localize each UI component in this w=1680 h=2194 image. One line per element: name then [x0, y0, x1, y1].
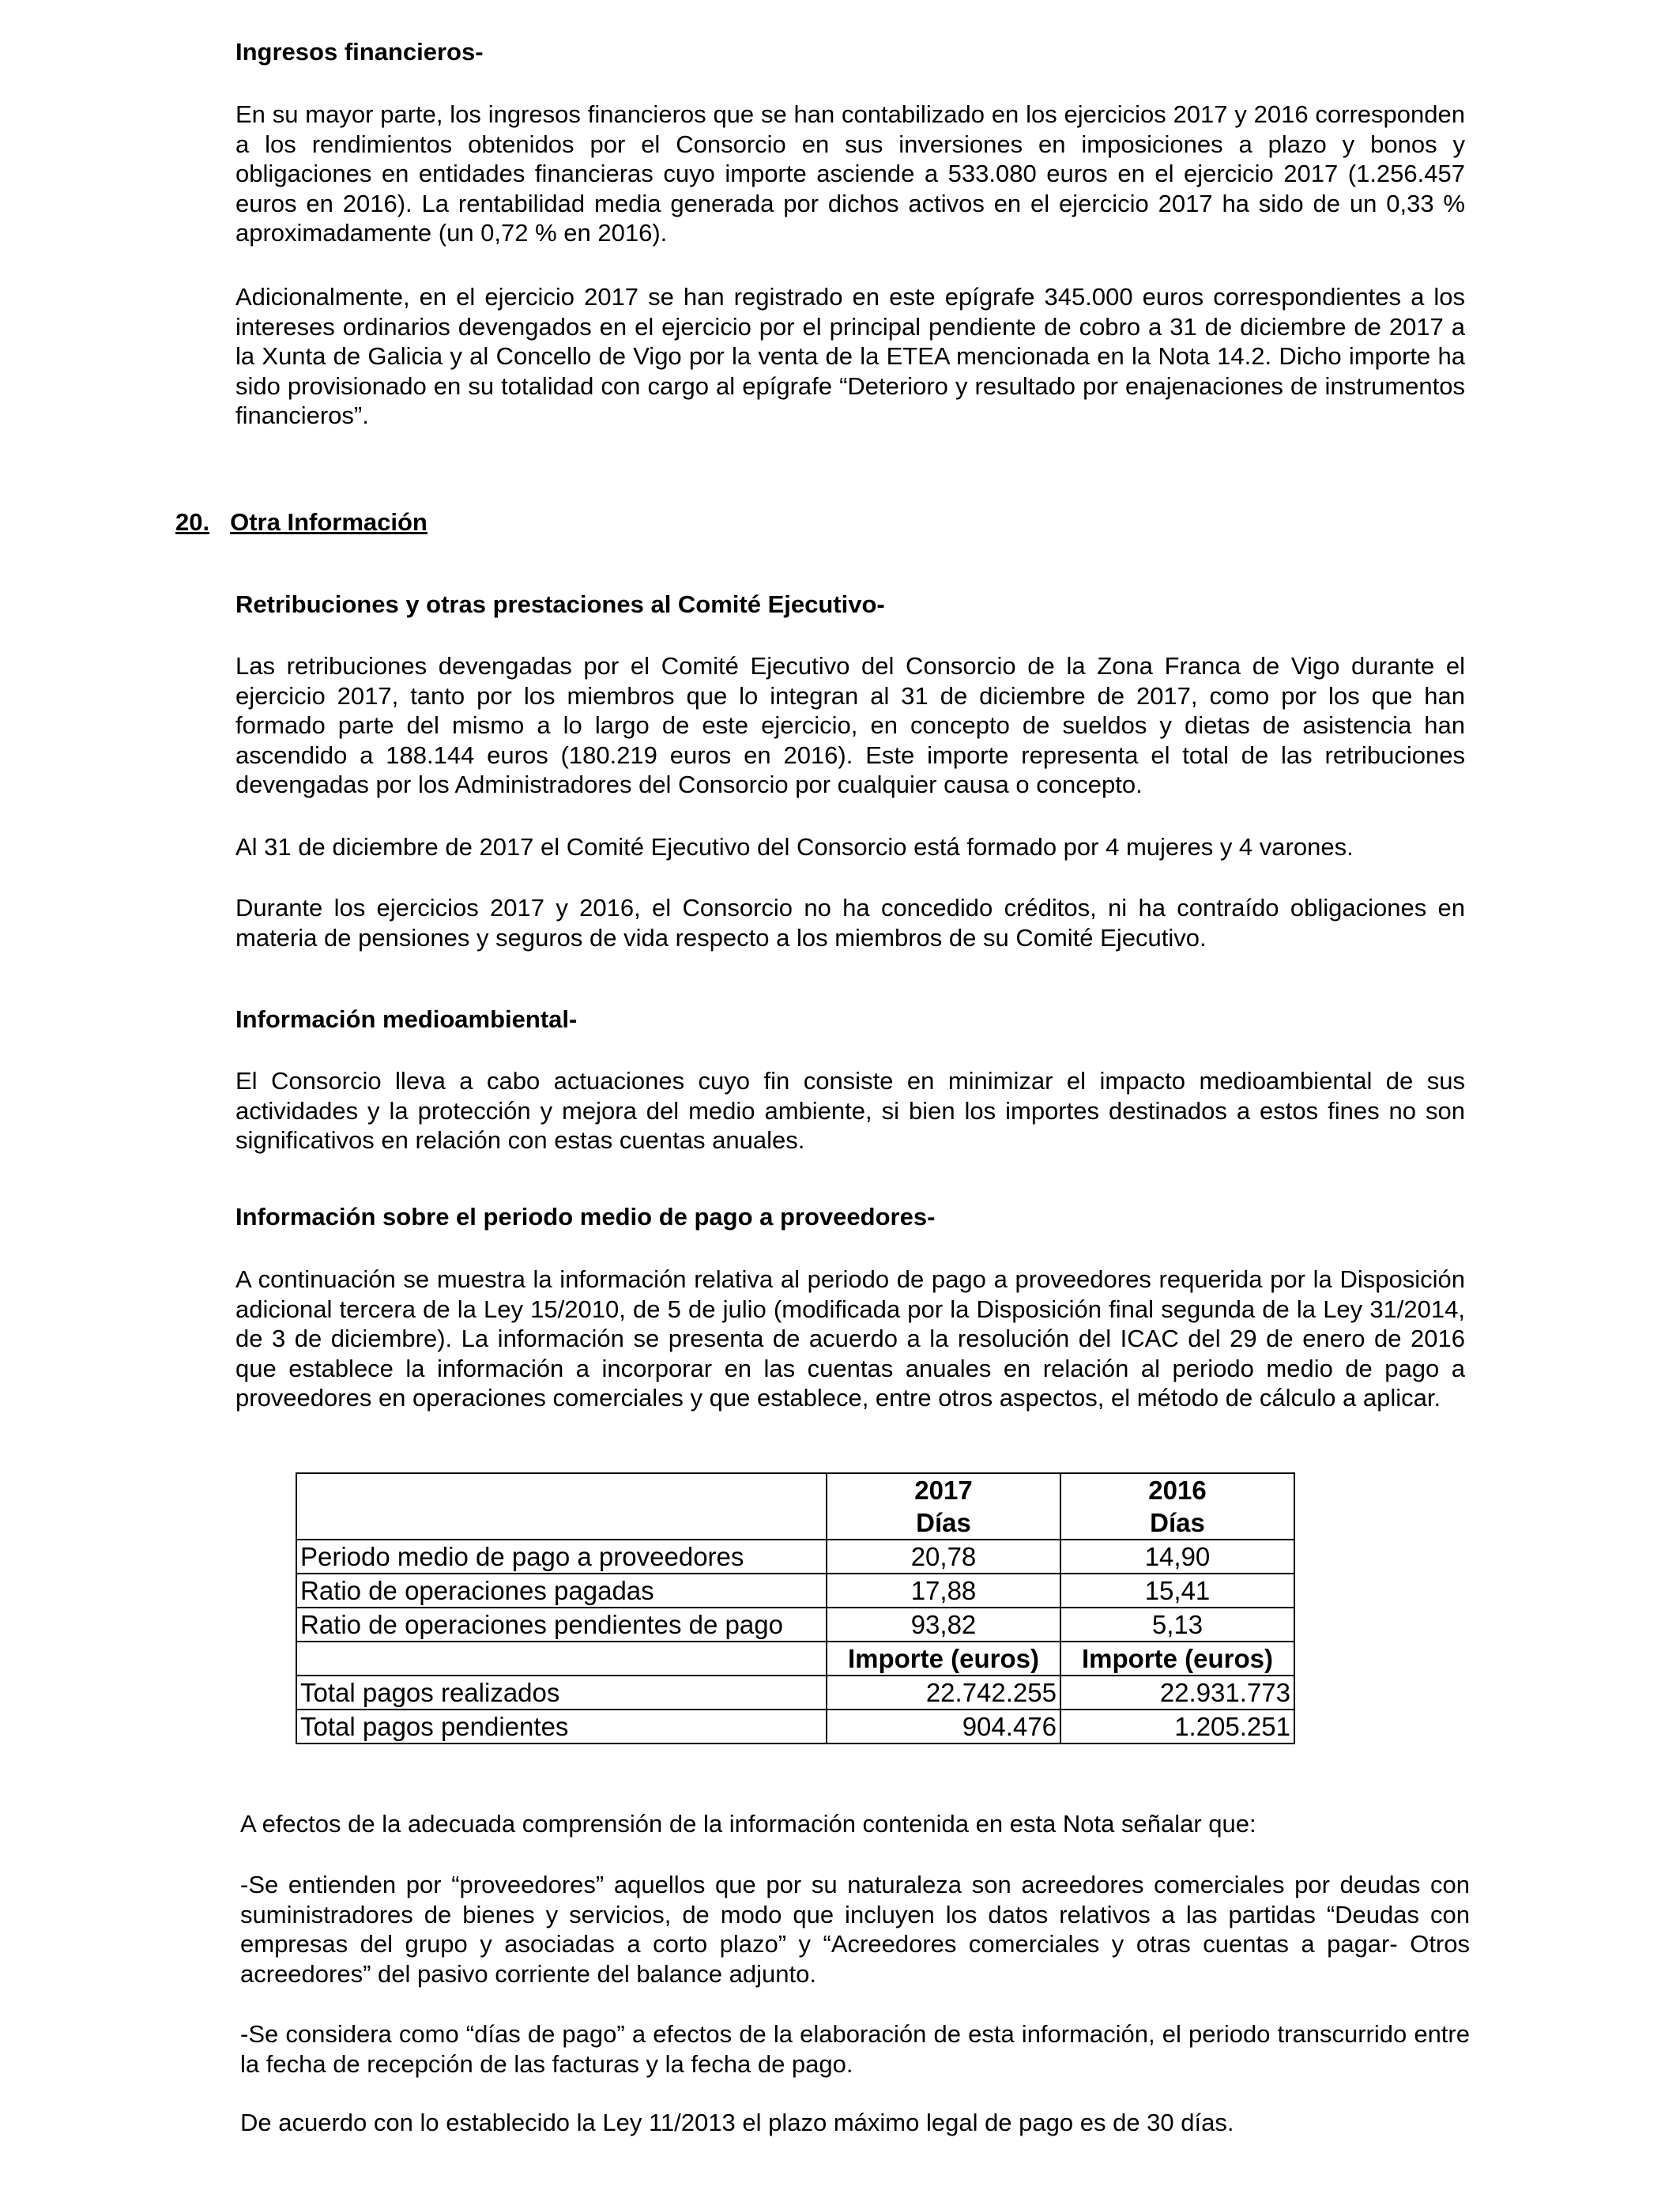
table-row — [296, 1574, 1294, 1608]
heading-retribuciones: Retribuciones y otras prestaciones al Comité Ejecutivo- — [235, 590, 885, 618]
paragraph-notes-intro: A efectos de la adecuada comprensión de la información contenida en esta Nota señalar que: — [240, 1810, 1256, 1838]
table-header-amount-2016: Importe (euros) — [1060, 1642, 1294, 1676]
cell-2016: 5,13 — [1060, 1608, 1294, 1642]
payment-period-table — [296, 1472, 1295, 1744]
table-header-year-2017: 2017 — [827, 1473, 1060, 1506]
cell-2017: 17,88 — [827, 1574, 1060, 1608]
cell-2016: 22.931.773 — [1060, 1676, 1294, 1710]
heading-medioambiental: Información medioambiental- — [235, 1005, 578, 1033]
table-header-row-years — [296, 1473, 1294, 1506]
table-header-empty — [296, 1473, 827, 1506]
heading-periodo-pago: Información sobre el periodo medio de pago a proveedores- — [235, 1203, 936, 1231]
cell-2016: 15,41 — [1060, 1574, 1294, 1608]
row-label: Total pagos realizados — [296, 1676, 827, 1710]
cell-2017: 20,78 — [827, 1540, 1060, 1574]
section-number: 20. — [175, 508, 210, 536]
row-label: Ratio de operaciones pagadas — [296, 1574, 827, 1608]
table-header-year-2016: 2016 — [1060, 1473, 1294, 1506]
table-header-days-2016: Días — [1060, 1506, 1294, 1540]
cell-2016: 1.205.251 — [1060, 1710, 1294, 1744]
paragraph-retribuciones-2: Al 31 de diciembre de 2017 el Comité Ejecutivo del Consorcio está formado por 4 mujeres y 4 varones. — [235, 833, 1354, 861]
table-header-empty — [296, 1506, 827, 1540]
section-title: Otra Información — [230, 508, 428, 536]
row-label: Total pagos pendientes — [296, 1710, 827, 1744]
table-header-empty — [296, 1642, 827, 1676]
paragraph-ingresos-2: Adicionalmente, en el ejercicio 2017 se han registrado en este epígrafe 345.000 euros correspondientes a los intereses ordinarios devengados en el ejercicio por el principal pendiente de cobro a 31 de diciembre de 2017 a la Xunta de Galicia y al Concello de Vigo por la venta de la ETEA mencionada en la Nota 14.2. Dicho importe ha sido provisionado en su totalidad con cargo al epígrafe “Deterioro y resultado por enajenaciones de instrumentos financieros”. — [235, 283, 1465, 429]
row-label: Periodo medio de pago a proveedores — [296, 1540, 827, 1574]
paragraph-ingresos-1: En su mayor parte, los ingresos financieros que se han contabilizado en los ejercicios 2017 y 2016 corresponden a los rendimientos obtenidos por el Consorcio en sus inversiones en imposiciones a plazo y bonos y obligaciones en entidades financieras cuyo importe asciende a 533.080 euros en el ejercicio 2017 (1.256.457 euros en 2016). La rentabilidad media generada por dichos activos en el ejercicio 2017 ha sido de un 0,33 % aproximadamente (un 0,72 % en 2016). — [235, 100, 1465, 247]
row-label: Ratio de operaciones pendientes de pago — [296, 1608, 827, 1642]
table-row — [296, 1710, 1294, 1744]
cell-2016: 14,90 — [1060, 1540, 1294, 1574]
table-row — [296, 1540, 1294, 1574]
cell-2017: 22.742.255 — [827, 1676, 1060, 1710]
paragraph-retribuciones-3: Durante los ejercicios 2017 y 2016, el Consorcio no ha concedido créditos, ni ha contraído obligaciones en materia de pensiones y seguros de vida respecto a los miembros de su Comité Ejecutivo. — [235, 894, 1465, 952]
table-subheader-row-amount — [296, 1642, 1294, 1676]
cell-2017: 93,82 — [827, 1608, 1060, 1642]
paragraph-note-proveedores: -Se entienden por “proveedores” aquellos que por su naturaleza son acreedores comerciales por deudas con suministradores de bienes y servicios, de modo que incluyen los datos relativos a las partidas “Deudas con empresas del grupo y asociadas a corto plazo” y “Acreedores comerciales y otras cuentas a pagar- Otros acreedores” del pasivo corriente del balance adjunto. — [240, 1871, 1470, 1988]
table-row — [296, 1676, 1294, 1710]
paragraph-note-plazo-legal: De acuerdo con lo establecido la Ley 11/2013 el plazo máximo legal de pago es de 30 días. — [240, 2109, 1234, 2136]
table-header-amount-2017: Importe (euros) — [827, 1642, 1060, 1676]
paragraph-retribuciones-1: Las retribuciones devengadas por el Comité Ejecutivo del Consorcio de la Zona Franca de Vigo durante el ejercicio 2017, tanto por los miembros que lo integran al 31 de diciembre de 2017, como por los que han formado parte del mismo a lo largo de este ejercicio, en concepto de sueldos y dietas de asistencia han ascendido a 188.144 euros (180.219 euros en 2016). Este importe representa el total de las retribuciones devengadas por los Administradores del Consorcio por cualquier causa o concepto. — [235, 652, 1465, 798]
paragraph-note-dias-pago: -Se considera como “días de pago” a efectos de la elaboración de esta información, el periodo transcurrido entre la fecha de recepción de las facturas y la fecha de pago. — [240, 2020, 1470, 2078]
cell-2017: 904.476 — [827, 1710, 1060, 1744]
section-20-heading — [175, 508, 428, 537]
heading-ingresos-financieros: Ingresos financieros- — [235, 38, 484, 66]
table-row — [296, 1608, 1294, 1642]
paragraph-periodo-pago: A continuación se muestra la información relativa al periodo de pago a proveedores requerida por la Disposición adicional tercera de la Ley 15/2010, de 5 de julio (modificada por la Disposición final segunda de la Ley 31/2014, de 3 de diciembre). La información se presenta de acuerdo a la resolución del ICAC del 29 de enero de 2016 que establece la información a incorporar en las cuentas anuales en relación al periodo medio de pago a proveedores en operaciones comerciales y que establece, entre otros aspectos, el método de cálculo a aplicar. — [235, 1265, 1465, 1412]
paragraph-medioambiental: El Consorcio lleva a cabo actuaciones cuyo fin consiste en minimizar el impacto medioambiental de sus actividades y la protección y mejora del medio ambiente, si bien los importes destinados a estos fines no son significativos en relación con estas cuentas anuales. — [235, 1067, 1465, 1154]
table-header-days-2017: Días — [827, 1506, 1060, 1540]
table-header-row-days — [296, 1506, 1294, 1540]
